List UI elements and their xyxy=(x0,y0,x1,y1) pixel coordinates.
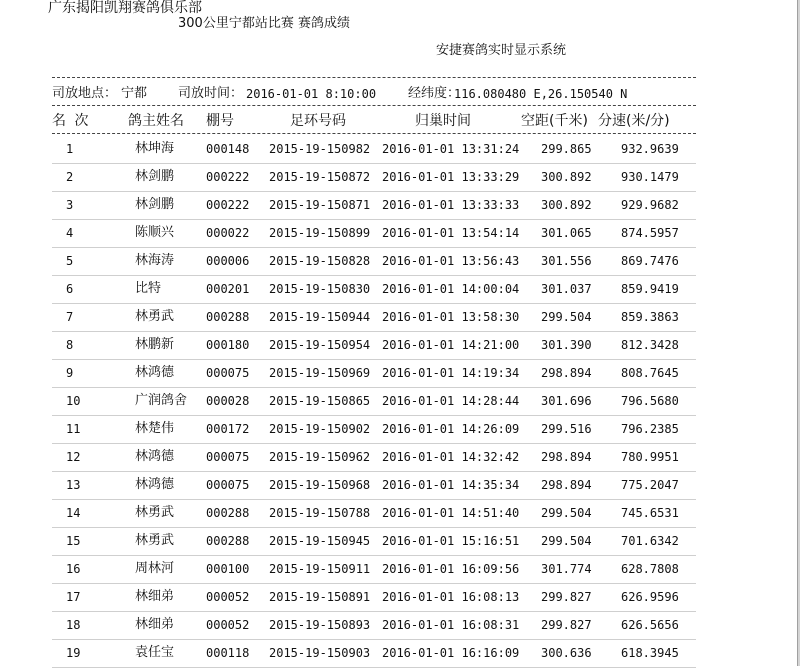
distance-cell: 298.894 xyxy=(541,478,592,492)
owner-name-cell: 林楚伟 xyxy=(135,421,175,436)
rank-cell: 17 xyxy=(66,590,81,604)
loft-number-cell: 000288 xyxy=(206,506,250,520)
arrival-time-cell: 2016-01-01 14:26:09 xyxy=(382,422,520,436)
speed-cell: 626.9596 xyxy=(621,590,679,604)
loft-number-cell: 000100 xyxy=(206,562,250,576)
owner-name-cell: 陈顺兴 xyxy=(135,225,175,240)
column-rank: 名 次 xyxy=(52,113,89,129)
speed-cell: 626.5656 xyxy=(621,618,679,632)
ring-number-cell: 2015-19-150903 xyxy=(269,646,371,660)
ring-number-cell: 2015-19-150954 xyxy=(269,338,371,352)
owner-name-cell: 林勇武 xyxy=(135,309,175,324)
distance-cell: 301.390 xyxy=(541,338,592,352)
ring-number-cell: 2015-19-150968 xyxy=(269,478,371,492)
arrival-time-cell: 2016-01-01 13:54:14 xyxy=(382,226,520,240)
table-row xyxy=(52,612,696,640)
loft-number-cell: 000118 xyxy=(206,646,250,660)
distance-cell: 298.894 xyxy=(541,366,592,380)
owner-name-cell: 林鹏新 xyxy=(135,337,175,352)
speed-cell: 874.5957 xyxy=(621,226,679,240)
table-row xyxy=(52,220,696,248)
arrival-time-cell: 2016-01-01 14:51:40 xyxy=(382,506,520,520)
loft-number-cell: 000075 xyxy=(206,478,250,492)
arrival-time-cell: 2016-01-01 14:21:00 xyxy=(382,338,520,352)
distance-cell: 301.556 xyxy=(541,254,592,268)
ring-number-cell: 2015-19-150902 xyxy=(269,422,371,436)
arrival-time-cell: 2016-01-01 13:33:33 xyxy=(382,198,520,212)
owner-name-cell: 林坤海 xyxy=(135,141,175,156)
distance-cell: 299.516 xyxy=(541,422,592,436)
table-row xyxy=(52,500,696,528)
distance-cell: 301.696 xyxy=(541,394,592,408)
table-row xyxy=(52,556,696,584)
rank-cell: 2 xyxy=(66,170,74,184)
release-place-label: 司放地点： xyxy=(52,86,118,101)
arrival-time-cell: 2016-01-01 16:09:56 xyxy=(382,562,520,576)
rank-cell: 13 xyxy=(66,478,81,492)
loft-number-cell: 000052 xyxy=(206,618,250,632)
table-row xyxy=(52,276,696,304)
loft-number-cell: 000022 xyxy=(206,226,250,240)
rank-cell: 15 xyxy=(66,534,81,548)
distance-cell: 299.827 xyxy=(541,590,592,604)
rank-cell: 18 xyxy=(66,618,81,632)
arrival-time-cell: 2016-01-01 13:56:43 xyxy=(382,254,520,268)
owner-name-cell: 林勇武 xyxy=(135,505,175,520)
table-row xyxy=(52,304,696,332)
rank-cell: 12 xyxy=(66,450,81,464)
table-row xyxy=(52,388,696,416)
rank-cell: 7 xyxy=(66,310,74,324)
ring-number-cell: 2015-19-150871 xyxy=(269,198,371,212)
speed-cell: 775.2047 xyxy=(621,478,679,492)
table-row xyxy=(52,472,696,500)
owner-name-cell: 林海涛 xyxy=(135,253,175,268)
coords: 116.080480 E,26.150540 N xyxy=(454,87,628,101)
ring-number-cell: 2015-19-150893 xyxy=(269,618,371,632)
speed-cell: 796.2385 xyxy=(621,422,679,436)
owner-name-cell: 林鸿德 xyxy=(135,449,175,464)
distance-cell: 300.892 xyxy=(541,198,592,212)
table-row xyxy=(52,360,696,388)
column-loft: 棚号 xyxy=(206,113,234,129)
ring-number-cell: 2015-19-150982 xyxy=(269,142,371,156)
speed-cell: 618.3945 xyxy=(621,646,679,660)
column-speed: 分速(米/分) xyxy=(598,113,670,129)
rank-cell: 4 xyxy=(66,226,74,240)
arrival-time-cell: 2016-01-01 14:19:34 xyxy=(382,366,520,380)
distance-cell: 301.774 xyxy=(541,562,592,576)
ring-number-cell: 2015-19-150945 xyxy=(269,534,371,548)
rank-cell: 8 xyxy=(66,338,74,352)
ring-number-cell: 2015-19-150830 xyxy=(269,282,371,296)
loft-number-cell: 000288 xyxy=(206,310,250,324)
ring-number-cell: 2015-19-150899 xyxy=(269,226,371,240)
rank-cell: 1 xyxy=(66,142,74,156)
distance-cell: 300.892 xyxy=(541,170,592,184)
column-ring: 足环号码 xyxy=(290,113,346,129)
owner-name-cell: 林细弟 xyxy=(135,617,175,632)
rank-cell: 5 xyxy=(66,254,74,268)
speed-cell: 869.7476 xyxy=(621,254,679,268)
coords-label: 经纬度： xyxy=(408,86,461,101)
owner-name-cell: 林细弟 xyxy=(135,589,175,604)
ring-number-cell: 2015-19-150865 xyxy=(269,394,371,408)
distance-cell: 300.636 xyxy=(541,646,592,660)
table-row xyxy=(52,136,696,164)
release-time: 2016-01-01 8:10:00 xyxy=(246,87,377,101)
club-name: 广东揭阳凯翔赛鸽俱乐部 xyxy=(48,0,202,16)
speed-cell: 859.9419 xyxy=(621,282,679,296)
speed-cell: 930.1479 xyxy=(621,170,679,184)
rank-cell: 16 xyxy=(66,562,81,576)
arrival-time-cell: 2016-01-01 14:35:34 xyxy=(382,478,520,492)
speed-cell: 859.3863 xyxy=(621,310,679,324)
speed-cell: 812.3428 xyxy=(621,338,679,352)
arrival-time-cell: 2016-01-01 16:16:09 xyxy=(382,646,520,660)
loft-number-cell: 000052 xyxy=(206,590,250,604)
race-title: 300公里宁都站比赛 赛鸽成绩 xyxy=(178,16,350,31)
table-row xyxy=(52,444,696,472)
owner-name-cell: 比特 xyxy=(135,281,162,296)
owner-name-cell: 林剑鹏 xyxy=(135,197,175,212)
ring-number-cell: 2015-19-150891 xyxy=(269,590,371,604)
speed-cell: 628.7808 xyxy=(621,562,679,576)
speed-cell: 796.5680 xyxy=(621,394,679,408)
divider-header-top xyxy=(52,105,696,106)
rank-cell: 11 xyxy=(66,422,81,436)
table-row xyxy=(52,164,696,192)
ring-number-cell: 2015-19-150828 xyxy=(269,254,371,268)
ring-number-cell: 2015-19-150911 xyxy=(269,562,371,576)
loft-number-cell: 000006 xyxy=(206,254,250,268)
distance-cell: 299.504 xyxy=(541,534,592,548)
table-row xyxy=(52,332,696,360)
table-row xyxy=(52,192,696,220)
owner-name-cell: 林鸿德 xyxy=(135,477,175,492)
loft-number-cell: 000028 xyxy=(206,394,250,408)
ring-number-cell: 2015-19-150969 xyxy=(269,366,371,380)
owner-name-cell: 广润鸽舍 xyxy=(135,393,188,408)
loft-number-cell: 000075 xyxy=(206,366,250,380)
table-row xyxy=(52,584,696,612)
arrival-time-cell: 2016-01-01 13:33:29 xyxy=(382,170,520,184)
distance-cell: 301.065 xyxy=(541,226,592,240)
rank-cell: 6 xyxy=(66,282,74,296)
loft-number-cell: 000222 xyxy=(206,170,250,184)
rank-cell: 3 xyxy=(66,198,74,212)
speed-cell: 701.6342 xyxy=(621,534,679,548)
owner-name-cell: 袁任宝 xyxy=(135,645,175,660)
divider-header-bottom xyxy=(52,133,696,134)
ring-number-cell: 2015-19-150962 xyxy=(269,450,371,464)
loft-number-cell: 000172 xyxy=(206,422,250,436)
release-place: 宁都 xyxy=(121,86,148,101)
loft-number-cell: 000075 xyxy=(206,450,250,464)
rank-cell: 9 xyxy=(66,366,74,380)
table-row xyxy=(52,528,696,556)
system-name: 安捷赛鸽实时显示系统 xyxy=(436,43,567,58)
release-time-label: 司放时间： xyxy=(178,86,244,101)
loft-number-cell: 000180 xyxy=(206,338,250,352)
table-row xyxy=(52,248,696,276)
distance-cell: 301.037 xyxy=(541,282,592,296)
arrival-time-cell: 2016-01-01 14:00:04 xyxy=(382,282,520,296)
column-name: 鸽主姓名 xyxy=(128,113,184,129)
table-row xyxy=(52,640,696,668)
rank-cell: 19 xyxy=(66,646,81,660)
ring-number-cell: 2015-19-150944 xyxy=(269,310,371,324)
speed-cell: 808.7645 xyxy=(621,366,679,380)
owner-name-cell: 林勇武 xyxy=(135,533,175,548)
column-arrival: 归巢时间 xyxy=(415,113,471,129)
loft-number-cell: 000148 xyxy=(206,142,250,156)
distance-cell: 299.865 xyxy=(541,142,592,156)
speed-cell: 929.9682 xyxy=(621,198,679,212)
arrival-time-cell: 2016-01-01 16:08:13 xyxy=(382,590,520,604)
arrival-time-cell: 2016-01-01 16:08:31 xyxy=(382,618,520,632)
distance-cell: 298.894 xyxy=(541,450,592,464)
loft-number-cell: 000201 xyxy=(206,282,250,296)
arrival-time-cell: 2016-01-01 15:16:51 xyxy=(382,534,520,548)
owner-name-cell: 林剑鹏 xyxy=(135,169,175,184)
rank-cell: 14 xyxy=(66,506,81,520)
arrival-time-cell: 2016-01-01 13:58:30 xyxy=(382,310,520,324)
arrival-time-cell: 2016-01-01 13:31:24 xyxy=(382,142,520,156)
arrival-time-cell: 2016-01-01 14:28:44 xyxy=(382,394,520,408)
speed-cell: 780.9951 xyxy=(621,450,679,464)
rank-cell: 10 xyxy=(66,394,81,408)
owner-name-cell: 林鸿德 xyxy=(135,365,175,380)
arrival-time-cell: 2016-01-01 14:32:42 xyxy=(382,450,520,464)
divider-top xyxy=(52,77,696,78)
ring-number-cell: 2015-19-150872 xyxy=(269,170,371,184)
owner-name-cell: 周林河 xyxy=(135,561,175,576)
speed-cell: 745.6531 xyxy=(621,506,679,520)
distance-cell: 299.827 xyxy=(541,618,592,632)
loft-number-cell: 000222 xyxy=(206,198,250,212)
ring-number-cell: 2015-19-150788 xyxy=(269,506,371,520)
column-distance: 空距(千米) xyxy=(521,113,588,129)
loft-number-cell: 000288 xyxy=(206,534,250,548)
distance-cell: 299.504 xyxy=(541,506,592,520)
speed-cell: 932.9639 xyxy=(621,142,679,156)
table-row xyxy=(52,416,696,444)
distance-cell: 299.504 xyxy=(541,310,592,324)
